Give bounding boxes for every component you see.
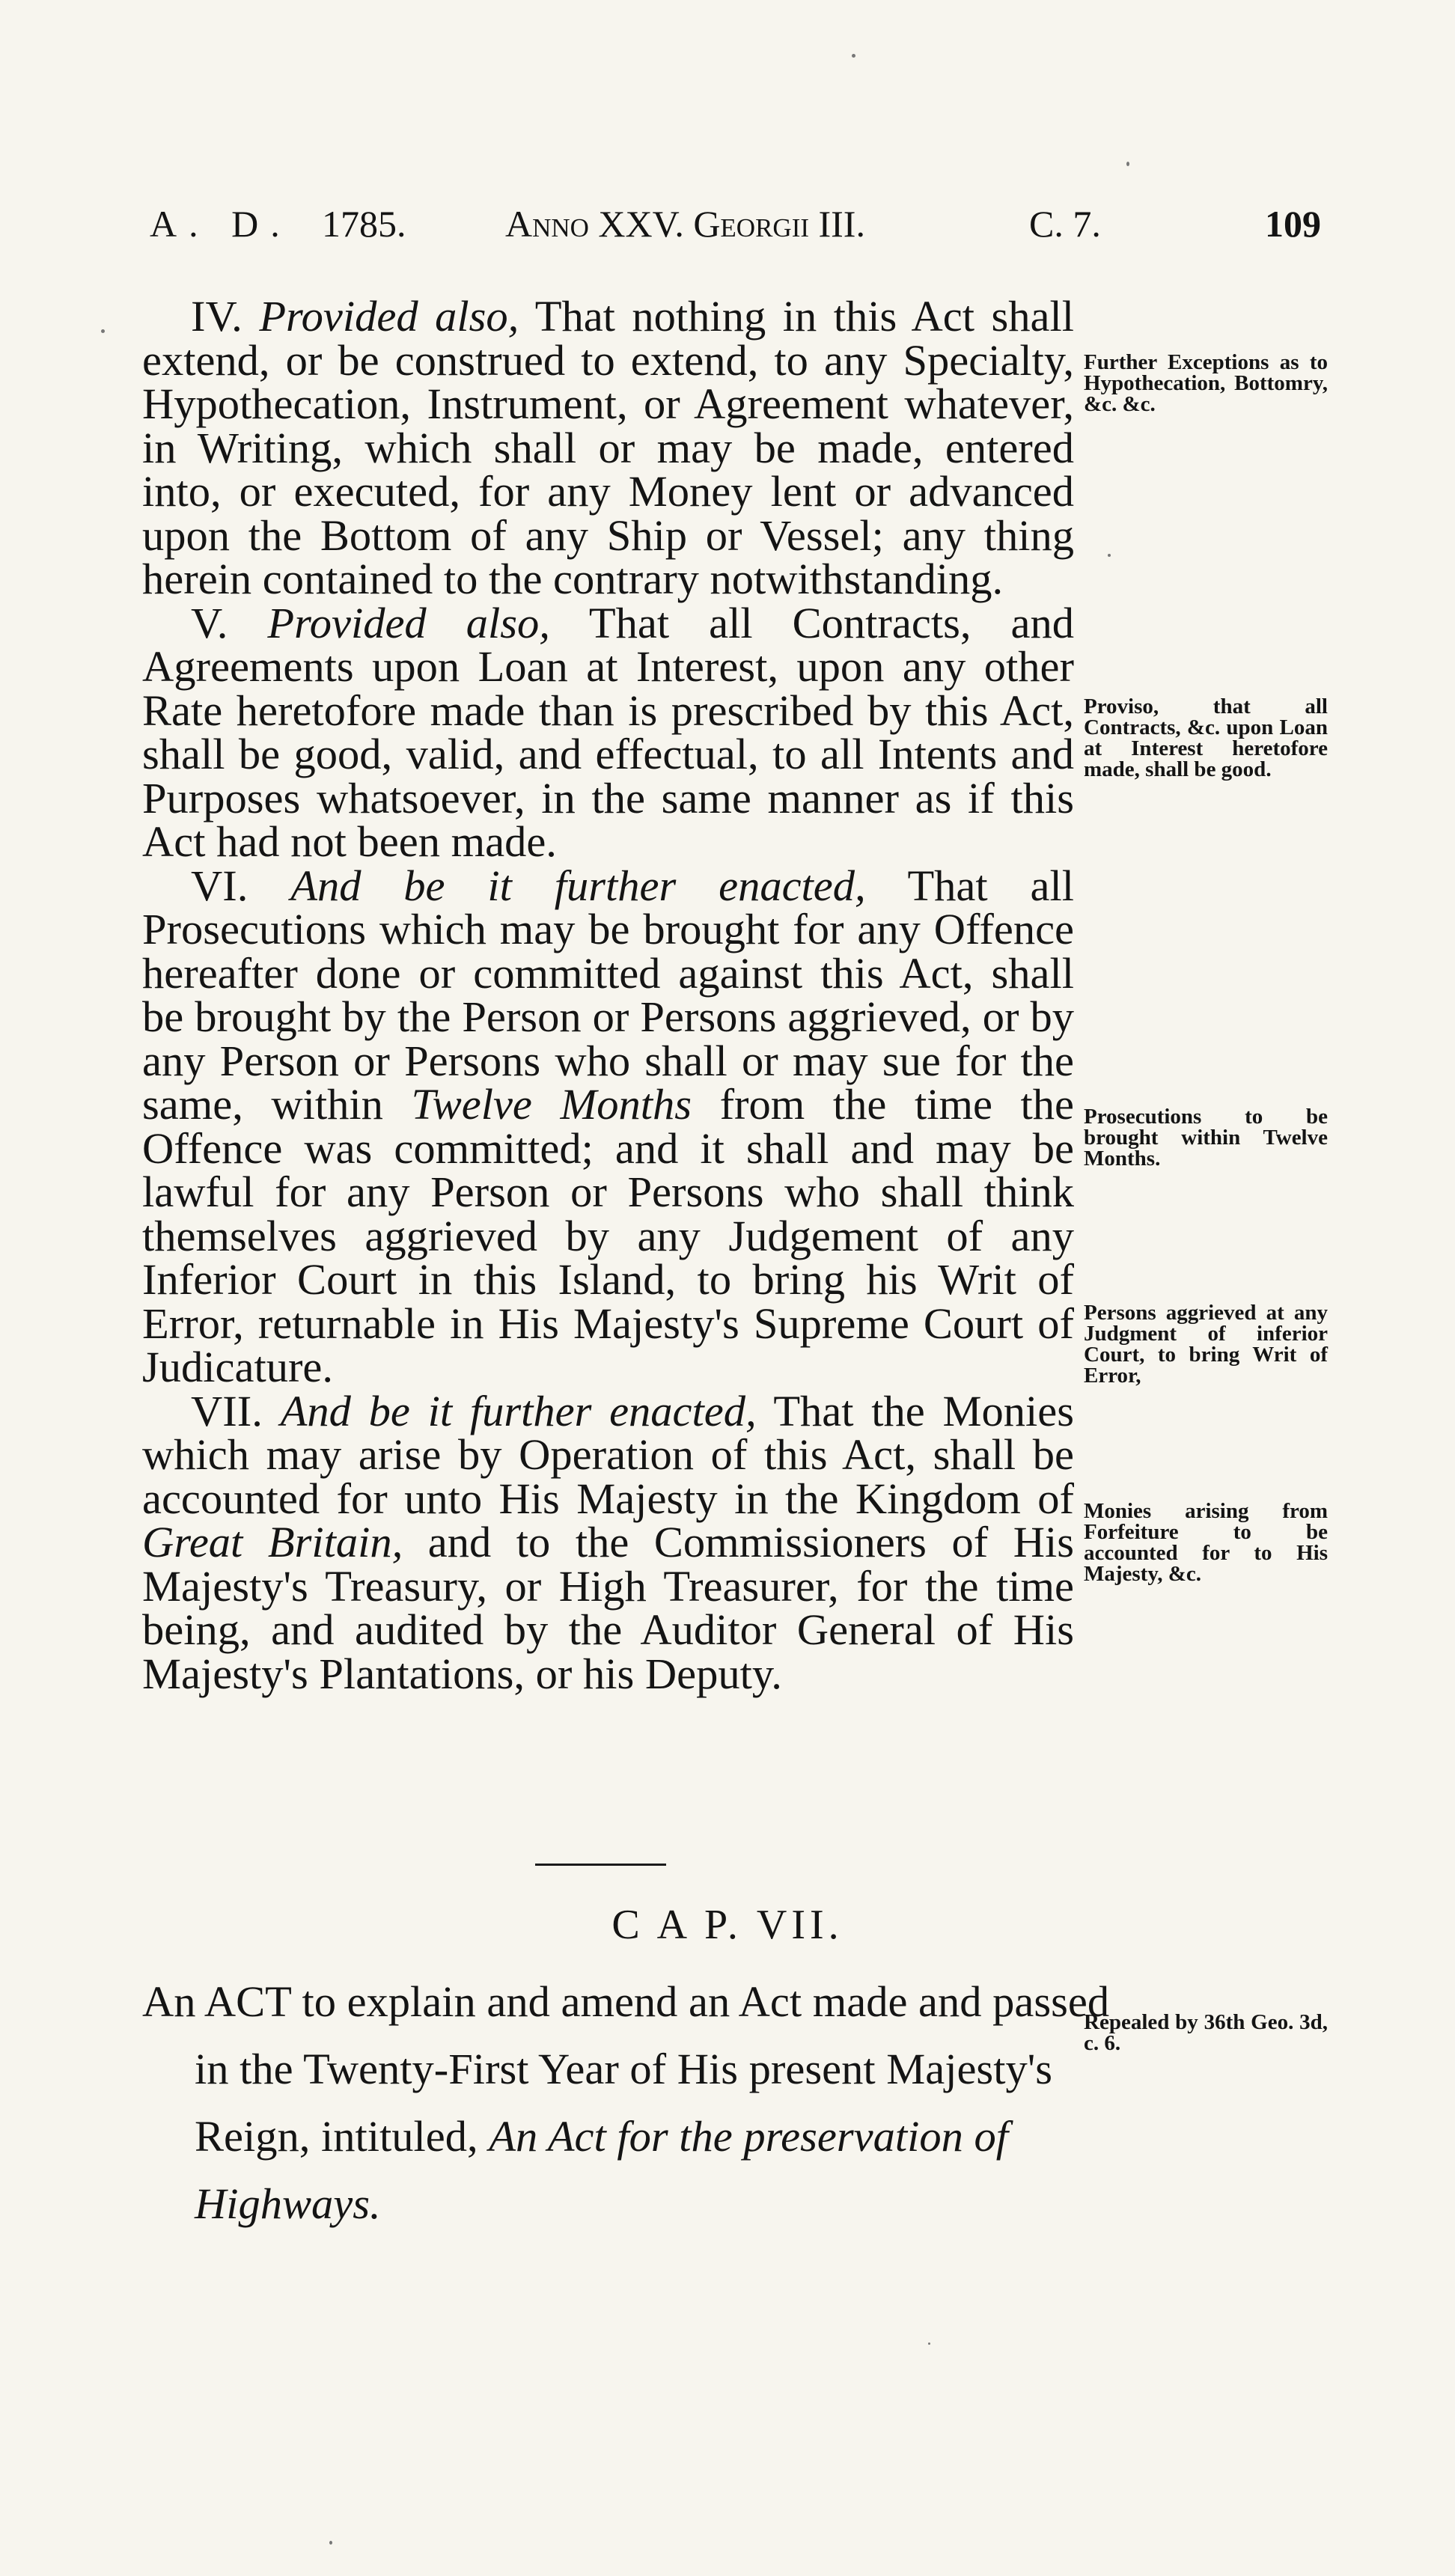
section-number: IV. bbox=[191, 292, 242, 341]
section-number: VII. bbox=[191, 1386, 263, 1435]
statute-body bbox=[142, 292, 1075, 1698]
margin-note-contracts: Proviso, that all Contracts, &c. upon Loan at Interest heretofore made, shall be good. bbox=[1084, 695, 1328, 781]
section-text: That all Contracts, and Agreements upon Loan at Interest, upon any other Rate heretofore made than is prescribed by this Act, shall be good, valid, and effectual, to all Intents and Purposes whatsoever, in the same manner as if this Act had not been made. bbox=[142, 598, 1074, 866]
section-emphasis: Great Britain, bbox=[142, 1518, 403, 1566]
paper-speck bbox=[852, 54, 855, 58]
section-lead: Provided also, bbox=[267, 598, 550, 647]
margin-note-prosecutions: Prosecutions to be brought within Twelve Months. bbox=[1084, 1105, 1328, 1171]
paper-speck bbox=[101, 329, 105, 333]
section-lead: Provided also, bbox=[259, 292, 519, 341]
page-number: 109 bbox=[1265, 203, 1321, 245]
section-text: That the Monies which may arise by Operation of this Act, shall be accounted for unto His Majesty in the Kingdom of bbox=[142, 1386, 1075, 1523]
paper-speck bbox=[1126, 162, 1129, 166]
paper-speck bbox=[329, 2541, 332, 2545]
section-emphasis: Twelve Months bbox=[411, 1080, 692, 1129]
header-ad: A. D. bbox=[150, 203, 292, 245]
section-text: That nothing in this Act shall extend, or be construed to extend, to any Specialty, Hypothecation, Instrument, or Agreement whatever, in Writing, which shall or may be made, entered into, or executed, for any Money lent or advanced upon the Bottom of any Ship or Vessel; any thing herein contained to the contrary notwithstanding. bbox=[142, 292, 1074, 603]
section-vii bbox=[142, 1386, 1075, 1698]
act-title-text: An ACT to explain and amend an Act made and passed in the Twenty-First Year of His present Majesty's Reign, intituled, bbox=[142, 1977, 1110, 2161]
section-text-continued: from the time the Offence was committed; and it shall and may be lawful for any Person or Persons who shall think themselves aggrieved by any Judgement of any Inferior Court in this Island, to bring his Writ of Error, returnable in His Majesty's Supreme Court of Judicature. bbox=[142, 1080, 1074, 1391]
paper-speck bbox=[1108, 554, 1111, 557]
section-v bbox=[142, 598, 1074, 866]
section-lead: And be it further enacted, bbox=[290, 861, 866, 910]
margin-note-repealed: Repealed by 36th Geo. 3d, c. 6. bbox=[1084, 2010, 1328, 2055]
section-vi bbox=[142, 861, 1074, 1391]
running-header bbox=[0, 202, 1455, 262]
section-lead: And be it further enacted, bbox=[280, 1386, 757, 1435]
section-text-continued: and to the Commissioners of His Majesty's Treasury, or High Treasurer, for the time being, and audited by the Auditor General of His Majesty's Plantations, or his Deputy. bbox=[142, 1518, 1074, 1698]
header-chapter: C. 7. bbox=[1029, 203, 1101, 245]
act-title-emphasis: An Act for the preservation of Highways. bbox=[195, 2112, 1008, 2228]
margin-note-writ-of-error: Persons aggrieved at any Judgment of inferior Court, to bring Writ of Error, bbox=[1084, 1301, 1328, 1388]
section-number: VI. bbox=[191, 861, 248, 910]
margin-note-hypothecation: Further Exceptions as to Hypothecation, Bottomry, &c. &c. bbox=[1084, 350, 1328, 416]
header-year: 1785. bbox=[322, 203, 406, 245]
chapter-heading: C A P. VII. bbox=[611, 1902, 844, 1948]
act-title bbox=[142, 1968, 1123, 2238]
section-iv bbox=[142, 292, 1074, 603]
paper-speck bbox=[928, 2342, 930, 2345]
section-text: That all Prosecutions which may be brought for any Offence hereafter done or committed against this Act, shall be brought by the Person or Persons aggrieved, or by any Person or Persons who shall or may sue for the same, within bbox=[142, 861, 1074, 1129]
header-regnal-year: Anno XXV. Georgii III. bbox=[505, 203, 865, 245]
section-divider bbox=[535, 1864, 666, 1866]
section-number: V. bbox=[191, 598, 228, 647]
margin-note-monies: Monies arising from Forfeiture to be accounted for to His Majesty, &c. bbox=[1084, 1499, 1328, 1586]
